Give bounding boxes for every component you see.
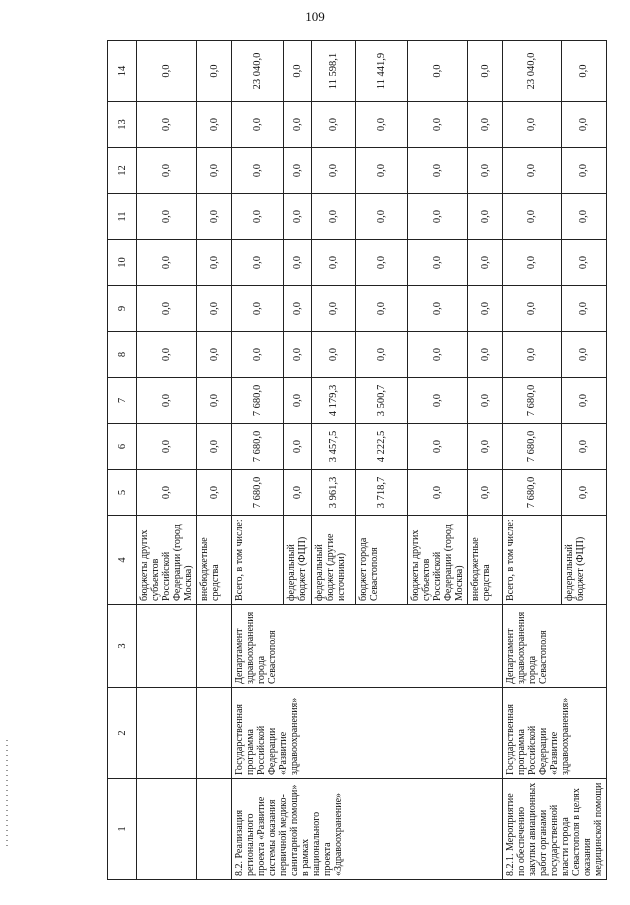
value-cell: 0,0 bbox=[197, 148, 232, 194]
value-cell: 7 680,0 bbox=[232, 378, 284, 424]
value-cell: 0,0 bbox=[408, 332, 468, 378]
column-number: 13 bbox=[108, 102, 137, 148]
value-cell: 0,0 bbox=[312, 286, 356, 332]
program-cell bbox=[197, 688, 232, 779]
value-cell: 7 680,0 bbox=[232, 470, 284, 516]
program-cell bbox=[137, 688, 197, 779]
value-cell: 0,0 bbox=[232, 286, 284, 332]
value-cell: 0,0 bbox=[408, 194, 468, 240]
value-cell: 0,0 bbox=[408, 41, 468, 102]
value-cell: 0,0 bbox=[137, 378, 197, 424]
activity-cell bbox=[197, 779, 232, 880]
column-number: 9 bbox=[108, 286, 137, 332]
value-cell: 3 500,7 bbox=[356, 378, 408, 424]
value-cell: 23 040,0 bbox=[503, 41, 562, 102]
value-cell: 0,0 bbox=[232, 194, 284, 240]
value-cell: 0,0 bbox=[197, 470, 232, 516]
value-cell: 0,0 bbox=[468, 378, 503, 424]
value-cell: 0,0 bbox=[137, 148, 197, 194]
value-cell: 0,0 bbox=[197, 240, 232, 286]
column-number: 7 bbox=[108, 378, 137, 424]
value-cell: 0,0 bbox=[468, 148, 503, 194]
column-number: 1 bbox=[108, 779, 137, 880]
funding-table bbox=[107, 40, 607, 880]
value-cell: 0,0 bbox=[137, 332, 197, 378]
column-number: 5 bbox=[108, 470, 137, 516]
value-cell: 0,0 bbox=[284, 102, 312, 148]
value-cell: 0,0 bbox=[408, 102, 468, 148]
executor-cell bbox=[137, 605, 197, 688]
funding-source-cell: Всего, в том числе: bbox=[503, 516, 562, 605]
value-cell: 0,0 bbox=[284, 148, 312, 194]
value-cell: 0,0 bbox=[312, 148, 356, 194]
value-cell: 0,0 bbox=[408, 240, 468, 286]
table-row bbox=[232, 41, 284, 880]
value-cell: 0,0 bbox=[197, 102, 232, 148]
value-cell: 0,0 bbox=[284, 286, 312, 332]
executor-cell: Департамент здравоохранения города Севастополя bbox=[232, 605, 503, 688]
funding-source-cell: федеральный бюджет (другие источники) bbox=[312, 516, 356, 605]
value-cell: 0,0 bbox=[561, 148, 606, 194]
column-number: 3 bbox=[108, 605, 137, 688]
value-cell: 0,0 bbox=[284, 194, 312, 240]
value-cell: 0,0 bbox=[356, 332, 408, 378]
value-cell: 7 680,0 bbox=[503, 378, 562, 424]
value-cell: 0,0 bbox=[468, 470, 503, 516]
value-cell: 0,0 bbox=[561, 194, 606, 240]
value-cell: 0,0 bbox=[284, 41, 312, 102]
value-cell: 0,0 bbox=[468, 41, 503, 102]
page-number: 109 bbox=[305, 9, 325, 24]
value-cell: 0,0 bbox=[561, 41, 606, 102]
rotated-table-container bbox=[107, 40, 604, 880]
value-cell: 0,0 bbox=[503, 194, 562, 240]
value-cell: 3 961,3 bbox=[312, 470, 356, 516]
funding-source-cell: федеральный бюджет (ФЦП) bbox=[284, 516, 312, 605]
value-cell: 0,0 bbox=[137, 102, 197, 148]
value-cell: 0,0 bbox=[468, 194, 503, 240]
value-cell: 0,0 bbox=[468, 102, 503, 148]
value-cell: 0,0 bbox=[232, 102, 284, 148]
activity-cell bbox=[137, 779, 197, 880]
value-cell: 7 680,0 bbox=[503, 424, 562, 470]
value-cell: 0,0 bbox=[561, 424, 606, 470]
value-cell: 4 179,3 bbox=[312, 378, 356, 424]
column-number-row bbox=[108, 41, 137, 880]
value-cell: 0,0 bbox=[312, 332, 356, 378]
value-cell: 0,0 bbox=[561, 332, 606, 378]
executor-cell: Департамент здравоохранения города Севастополя bbox=[503, 605, 607, 688]
column-number: 4 bbox=[108, 516, 137, 605]
value-cell: 0,0 bbox=[284, 332, 312, 378]
value-cell: 0,0 bbox=[408, 424, 468, 470]
value-cell: 3 457,5 bbox=[312, 424, 356, 470]
funding-source-cell: федеральный бюджет (ФЦП) bbox=[561, 516, 606, 605]
column-number: 2 bbox=[108, 688, 137, 779]
value-cell: 0,0 bbox=[503, 332, 562, 378]
value-cell: 0,0 bbox=[356, 194, 408, 240]
funding-source-cell: внебюджетные средства bbox=[197, 516, 232, 605]
value-cell: 0,0 bbox=[137, 286, 197, 332]
table-row bbox=[137, 41, 197, 880]
value-cell: 0,0 bbox=[356, 286, 408, 332]
column-number: 11 bbox=[108, 194, 137, 240]
rotated-table-frame bbox=[107, 40, 604, 880]
value-cell: 7 680,0 bbox=[503, 470, 562, 516]
activity-cell: 8.2.1. Мероприятие по обеспечению закупки авиационных работ органами государственной власти города Севастополя в целях оказания медицинской помощи bbox=[503, 779, 607, 880]
value-cell: 0,0 bbox=[232, 332, 284, 378]
value-cell: 7 680,0 bbox=[232, 424, 284, 470]
value-cell: 0,0 bbox=[197, 41, 232, 102]
value-cell: 0,0 bbox=[197, 332, 232, 378]
executor-cell bbox=[197, 605, 232, 688]
value-cell: 0,0 bbox=[197, 424, 232, 470]
value-cell: 0,0 bbox=[561, 286, 606, 332]
funding-source-cell: Всего, в том числе: bbox=[232, 516, 284, 605]
value-cell: 0,0 bbox=[284, 424, 312, 470]
value-cell: 0,0 bbox=[284, 378, 312, 424]
value-cell: 0,0 bbox=[561, 378, 606, 424]
funding-source-cell: внебюджетные средства bbox=[468, 516, 503, 605]
value-cell: 0,0 bbox=[408, 148, 468, 194]
program-cell: Государственная программа Российской Федерации «Развитие здравоохранения» bbox=[232, 688, 503, 779]
value-cell: 0,0 bbox=[503, 102, 562, 148]
table-row bbox=[503, 41, 562, 880]
column-number: 12 bbox=[108, 148, 137, 194]
value-cell: 0,0 bbox=[503, 148, 562, 194]
value-cell: 4 222,5 bbox=[356, 424, 408, 470]
value-cell: 3 718,7 bbox=[356, 470, 408, 516]
program-cell: Государственная программа Российской Федерации «Развитие здравоохранения» bbox=[503, 688, 607, 779]
column-number: 8 bbox=[108, 332, 137, 378]
table-row bbox=[197, 41, 232, 880]
column-number: 10 bbox=[108, 240, 137, 286]
activity-cell: 8.2. Реализация регионального проекта «Развитие системы оказания первичной медико-санитарной помощи» в рамках национального проекта «Здравоохранение» bbox=[232, 779, 503, 880]
funding-source-cell: бюджет города Севастополя bbox=[356, 516, 408, 605]
value-cell: 0,0 bbox=[468, 424, 503, 470]
value-cell: 11 598,1 bbox=[312, 41, 356, 102]
value-cell: 0,0 bbox=[408, 470, 468, 516]
value-cell: 0,0 bbox=[137, 194, 197, 240]
value-cell: 0,0 bbox=[356, 240, 408, 286]
value-cell: 0,0 bbox=[468, 240, 503, 286]
value-cell: 0,0 bbox=[356, 102, 408, 148]
value-cell: 0,0 bbox=[137, 424, 197, 470]
value-cell: 0,0 bbox=[137, 41, 197, 102]
value-cell: 0,0 bbox=[284, 240, 312, 286]
value-cell: 0,0 bbox=[137, 470, 197, 516]
value-cell: 23 040,0 bbox=[232, 41, 284, 102]
value-cell: 0,0 bbox=[284, 470, 312, 516]
value-cell: 0,0 bbox=[468, 286, 503, 332]
value-cell: 0,0 bbox=[197, 378, 232, 424]
value-cell: 0,0 bbox=[312, 102, 356, 148]
value-cell: 0,0 bbox=[356, 148, 408, 194]
column-number: 14 bbox=[108, 41, 137, 102]
value-cell: 0,0 bbox=[312, 194, 356, 240]
value-cell: 0,0 bbox=[561, 240, 606, 286]
margin-mark bbox=[6, 740, 8, 850]
funding-source-cell: бюджеты других субъектов Российской Федерации (город Москва) bbox=[408, 516, 468, 605]
value-cell: 0,0 bbox=[197, 194, 232, 240]
value-cell: 11 441,9 bbox=[356, 41, 408, 102]
value-cell: 0,0 bbox=[503, 240, 562, 286]
value-cell: 0,0 bbox=[561, 102, 606, 148]
value-cell: 0,0 bbox=[312, 240, 356, 286]
value-cell: 0,0 bbox=[503, 286, 562, 332]
value-cell: 0,0 bbox=[468, 332, 503, 378]
value-cell: 0,0 bbox=[232, 240, 284, 286]
value-cell: 0,0 bbox=[561, 470, 606, 516]
value-cell: 0,0 bbox=[232, 148, 284, 194]
column-number: 6 bbox=[108, 424, 137, 470]
funding-source-cell: бюджеты других субъектов Российской Федерации (город Москва) bbox=[137, 516, 197, 605]
value-cell: 0,0 bbox=[408, 378, 468, 424]
value-cell: 0,0 bbox=[197, 286, 232, 332]
value-cell: 0,0 bbox=[408, 286, 468, 332]
value-cell: 0,0 bbox=[137, 240, 197, 286]
